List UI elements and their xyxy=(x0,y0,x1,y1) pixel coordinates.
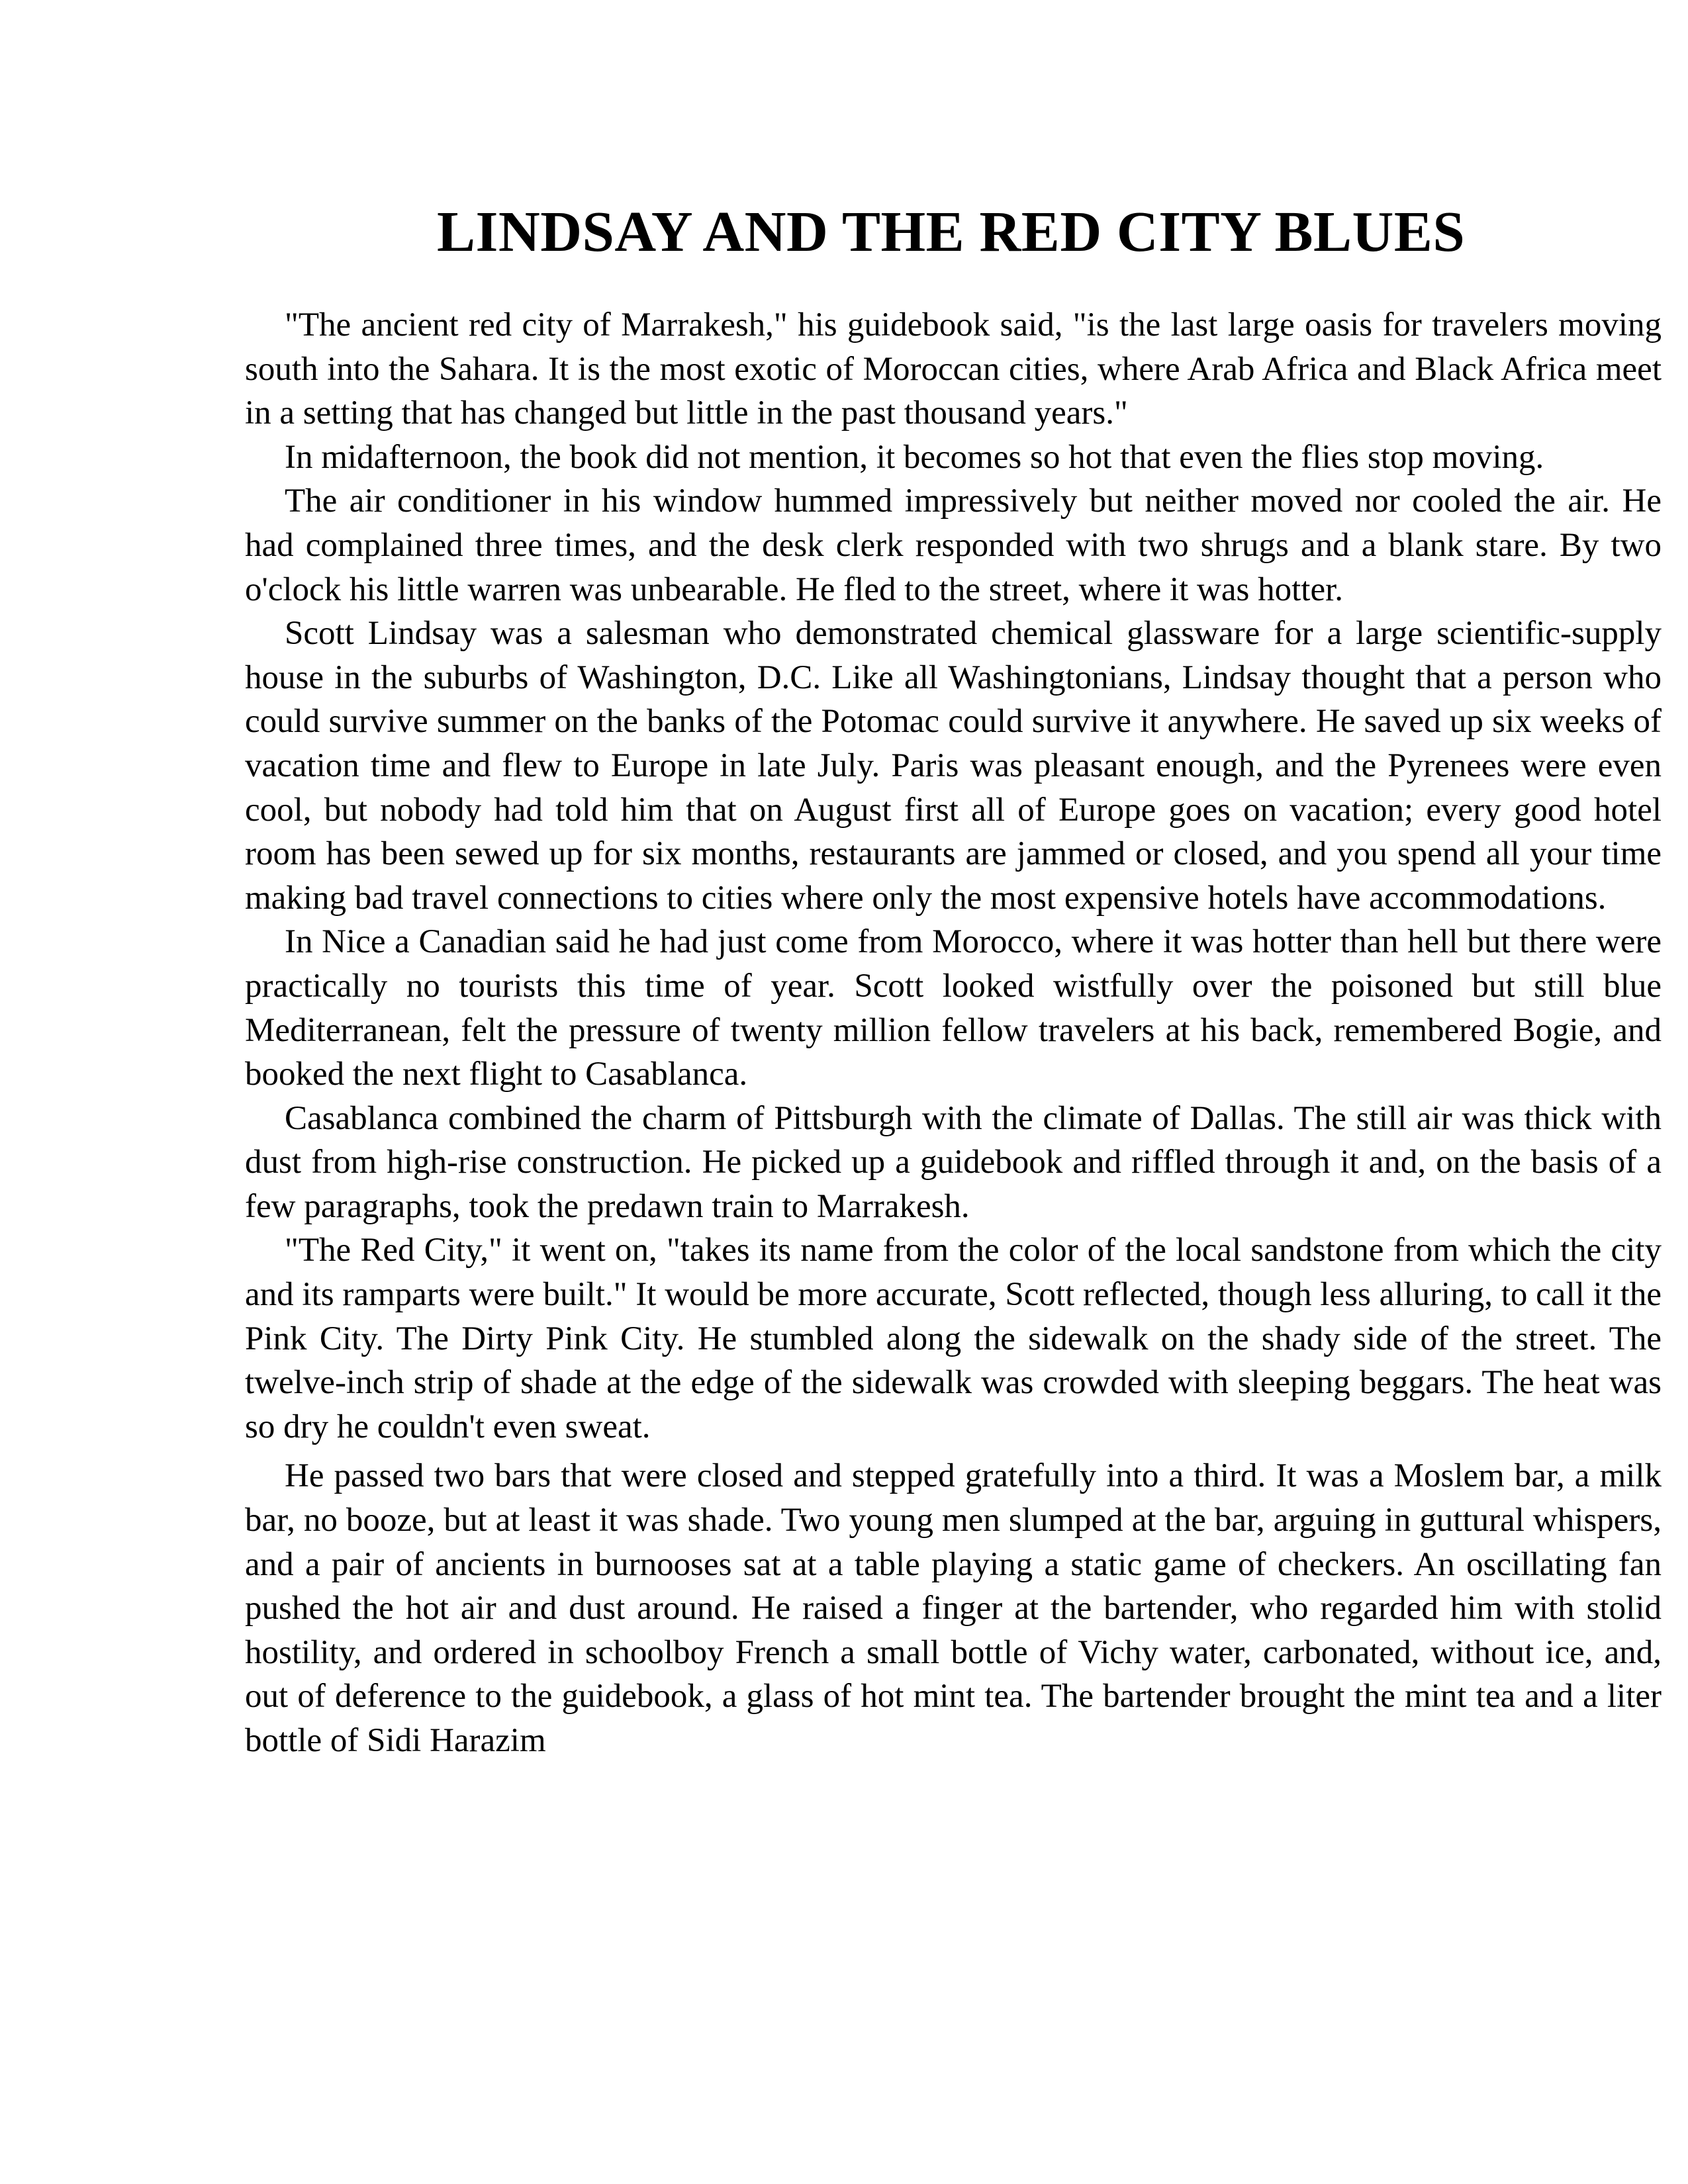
paragraph: In midafternoon, the book did not mention, it becomes so hot that even the flies stop moving. xyxy=(285,438,1544,476)
document-page xyxy=(245,0,1662,2184)
paragraph: Scott Lindsay was a salesman who demonstrated chemical glassware for a large scientific-supply house in the suburbs of Washington, D.C. Like all Washingtonians, Lindsay thought that a person who could survive summer on the banks of the Potomac could survive it anywhere. He saved up six weeks of vacation time and flew to Europe in late July. Paris was pleasant enough, and the Pyrenees were even cool, but nobody had told him that on August first all of Europe goes on vacation; every good hotel room has been sewed up for six months, restaurants are jammed or closed, and you spend all your time making bad travel connections to cities where only the most expensive hotels have accommodations. xyxy=(245,615,1662,917)
paragraph: "The ancient red city of Marrakesh," his guidebook said, "is the last large oasis for travelers moving south into the Sahara. It is the most exotic of Moroccan cities, where Arab Africa and Black Africa meet in a setting that has changed but little in the past thousand years." xyxy=(245,306,1662,432)
story-title: LINDSAY AND THE RED CITY BLUES xyxy=(437,199,1466,263)
paragraph: "The Red City," it went on, "takes its name from the color of the local sandstone from which the city and its ramparts were built." It would be more accurate, Scott reflected, though less alluring, to call it the Pink City. The Dirty Pink City. He stumbled along the sidewalk on the shady side of the street. The twelve-inch strip of shade at the edge of the sidewalk was crowded with sleeping beggars. The heat was so dry he couldn't even sweat. xyxy=(245,1232,1662,1445)
paragraph: Casablanca combined the charm of Pittsburgh with the climate of Dallas. The still air was thick with dust from high-rise construction. He picked up a guidebook and riffled through it and, on the basis of a few paragraphs, took the predawn train to Marrakesh. xyxy=(245,1099,1662,1225)
paragraph: In Nice a Canadian said he had just come from Morocco, where it was hotter than hell but there were practically no tourists this time of year. Scott looked wistfully over the poisoned but still blue Mediterranean, felt the pressure of twenty million fellow travelers at his back, remembered Bogie, and booked the next flight to Casablanca. xyxy=(245,923,1662,1093)
paragraph: The air conditioner in his window hummed impressively but neither moved nor cooled the air. He had complained three times, and the desk clerk responded with two shrugs and a blank stare. By two o'clock his little warren was unbearable. He fled to the street, where it was hotter. xyxy=(245,482,1662,608)
story-body xyxy=(245,303,1662,1763)
paragraph: He passed two bars that were closed and stepped gratefully into a third. It was a Moslem bar, a milk bar, no booze, but at least it was shade. Two young men slumped at the bar, arguing in guttural whispers, and a pair of ancients in burnooses sat at a table playing a static game of checkers. An oscillating fan pushed the hot air and dust around. He raised a finger at the bartender, who regarded him with stolid hostility, and ordered in schoolboy French a small bottle of Vichy water, carbonated, without ice, and, out of deference to the guidebook, a glass of hot mint tea. The bartender brought the mint tea and a liter bottle of Sidi Harazim xyxy=(245,1457,1662,1759)
